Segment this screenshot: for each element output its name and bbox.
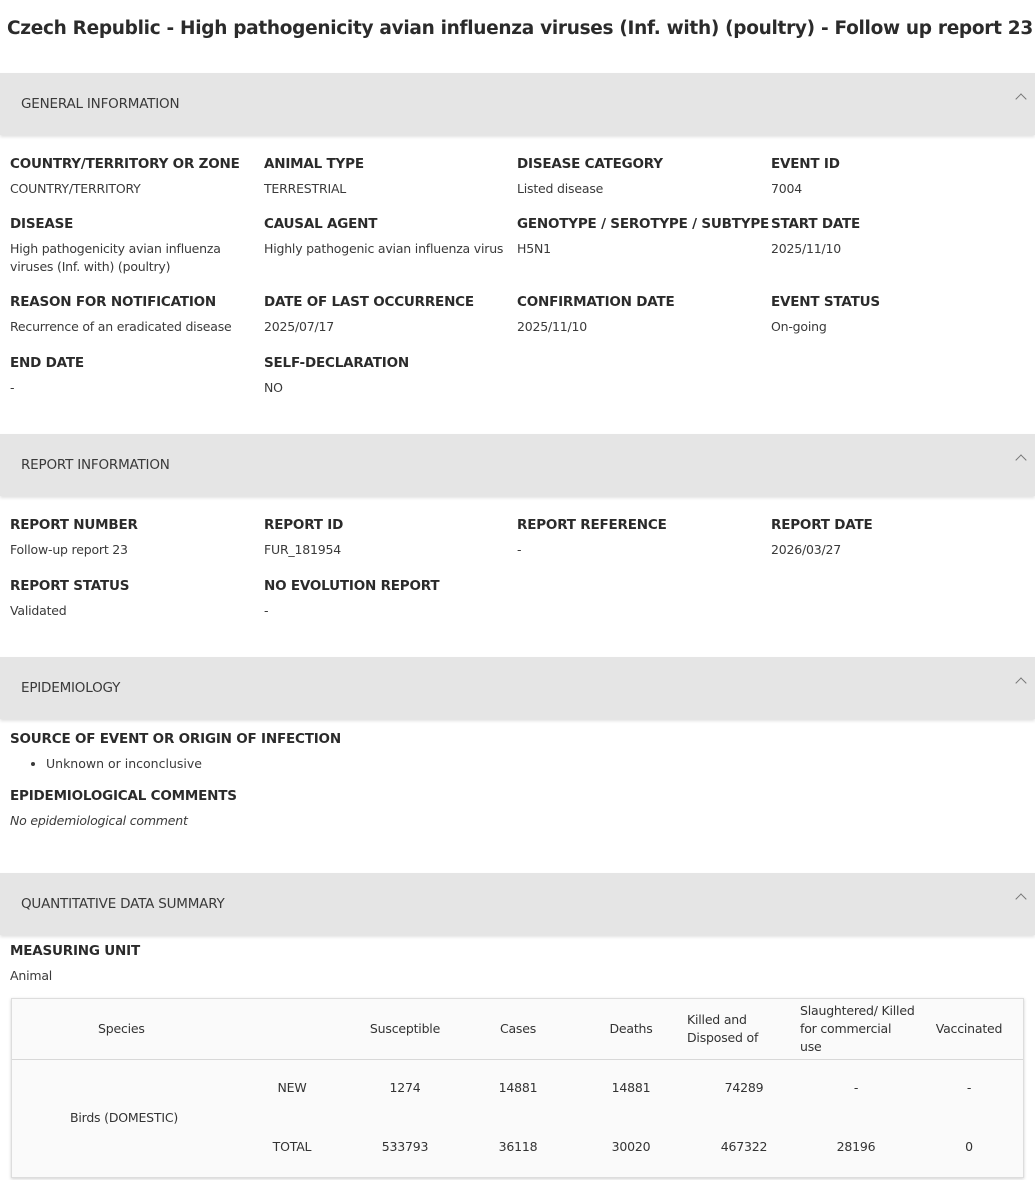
field-label: EVENT STATUS (771, 294, 880, 310)
field-value: - (264, 603, 269, 618)
field-last-occurrence (264, 294, 512, 336)
field-no-evolution (264, 578, 512, 620)
field-value: No epidemiological comment (10, 813, 188, 828)
field-event-status (771, 294, 1019, 336)
field-report-id (264, 517, 512, 559)
cell-new-cases: 14881 (498, 1080, 538, 1095)
field-label: DISEASE (10, 216, 74, 232)
section-header-report[interactable] (0, 434, 1035, 496)
section-title: GENERAL INFORMATION (21, 96, 180, 112)
field-value: Validated (10, 603, 67, 618)
cell-total-deaths: 30020 (611, 1139, 651, 1154)
chevron-up-icon[interactable] (1015, 677, 1026, 688)
section-title: QUANTITATIVE DATA SUMMARY (21, 896, 225, 912)
col-header-vaccinated: Vaccinated (935, 1021, 1003, 1036)
col-header-cases: Cases (499, 1021, 537, 1036)
field-label: REPORT DATE (771, 517, 873, 533)
row-type-new: NEW (277, 1080, 307, 1095)
field-report-status (10, 578, 258, 620)
field-value: Follow-up report 23 (10, 542, 128, 557)
field-value: - (10, 380, 15, 395)
field-event-id (771, 156, 1019, 198)
section-header-quantitative[interactable] (0, 873, 1035, 935)
field-value: COUNTRY/TERRITORY (10, 181, 141, 196)
page-title: Czech Republic - High pathogenicity avian influenza viruses (Inf. with) (poultry) - Follow up report 23 (7, 18, 1033, 39)
field-label: END DATE (10, 355, 84, 371)
field-label: CAUSAL AGENT (264, 216, 378, 232)
field-label: COUNTRY/TERRITORY OR ZONE (10, 156, 240, 172)
field-value: H5N1 (517, 241, 551, 256)
divider (12, 1059, 1023, 1060)
field-value: TERRESTRIAL (264, 181, 347, 196)
list-item: • Unknown or inconclusive (46, 755, 510, 773)
field-value: Listed disease (517, 181, 604, 196)
source-list (10, 755, 510, 773)
field-report-reference (517, 517, 765, 559)
field-value: 2025/07/17 (264, 319, 335, 334)
field-label: EPIDEMIOLOGICAL COMMENTS (10, 788, 237, 804)
field-value: NO (264, 380, 283, 395)
field-causal-agent (264, 216, 512, 258)
section-title: REPORT INFORMATION (21, 457, 170, 473)
field-label: REPORT ID (264, 517, 344, 533)
field-label: CONFIRMATION DATE (517, 294, 675, 310)
col-header-slaughtered: Slaughtered/ Killed for commercial use (800, 1003, 915, 1054)
quantitative-table (11, 998, 1024, 1178)
chevron-up-icon[interactable] (1015, 893, 1026, 904)
field-label: NO EVOLUTION REPORT (264, 578, 440, 594)
field-reason (10, 294, 258, 336)
field-value: 7004 (771, 181, 803, 196)
field-value: Animal (10, 968, 53, 983)
species-cell: Birds (DOMESTIC) (69, 1110, 179, 1125)
field-end-date (10, 355, 258, 397)
field-animal-type (264, 156, 512, 198)
cell-new-vaccinated: - (966, 1080, 972, 1095)
section-title: EPIDEMIOLOGY (21, 680, 121, 696)
field-label: REPORT STATUS (10, 578, 130, 594)
field-value: Recurrence of an eradicated disease (10, 319, 232, 334)
chevron-up-icon[interactable] (1015, 93, 1026, 104)
field-label: MEASURING UNIT (10, 943, 140, 959)
field-disease-category (517, 156, 765, 198)
field-value: FUR_181954 (264, 542, 341, 557)
chevron-up-icon[interactable] (1015, 454, 1026, 465)
cell-total-killed: 467322 (720, 1139, 768, 1154)
field-label: START DATE (771, 216, 861, 232)
field-report-number (10, 517, 258, 559)
cell-total-susceptible: 533793 (381, 1139, 429, 1154)
field-value: 2025/11/10 (517, 319, 588, 334)
field-value: High pathogenicity avian influenza viruses (Inf. with) (poultry) (10, 241, 221, 274)
field-label: REPORT NUMBER (10, 517, 138, 533)
field-value: On-going (771, 319, 827, 334)
field-value: 2026/03/27 (771, 542, 842, 557)
field-label: REASON FOR NOTIFICATION (10, 294, 217, 310)
col-header-susceptible: Susceptible (369, 1021, 441, 1036)
field-genotype (517, 216, 770, 258)
cell-total-vaccinated: 0 (965, 1139, 973, 1154)
col-header-deaths: Deaths (609, 1021, 653, 1036)
cell-new-killed: 74289 (724, 1080, 764, 1095)
cell-new-susceptible: 1274 (389, 1080, 421, 1095)
section-header-general[interactable] (0, 73, 1035, 135)
field-label: ANIMAL TYPE (264, 156, 364, 172)
cell-total-cases: 36118 (498, 1139, 538, 1154)
field-confirmation-date (517, 294, 765, 336)
field-label: GENOTYPE / SEROTYPE / SUBTYPE (517, 216, 770, 232)
field-value: - (517, 542, 522, 557)
field-country (10, 156, 258, 198)
field-self-declaration (264, 355, 512, 397)
cell-new-slaughtered: - (853, 1080, 859, 1095)
field-value: 2025/11/10 (771, 241, 842, 256)
col-header-killed: Killed and Disposed of (687, 1012, 759, 1045)
field-label: DATE OF LAST OCCURRENCE (264, 294, 474, 310)
field-label: SOURCE OF EVENT OR ORIGIN OF INFECTION (10, 731, 341, 747)
field-label: REPORT REFERENCE (517, 517, 667, 533)
field-disease (10, 216, 258, 276)
field-label: DISEASE CATEGORY (517, 156, 663, 172)
col-header-species: Species (98, 1021, 145, 1036)
field-epi-comments (10, 788, 510, 830)
cell-total-slaughtered: 28196 (836, 1139, 876, 1154)
field-measuring-unit (10, 943, 258, 985)
field-value: Highly pathogenic avian influenza virus (264, 241, 504, 256)
field-label: SELF-DECLARATION (264, 355, 409, 371)
field-report-date (771, 517, 1019, 559)
field-start-date (771, 216, 1019, 258)
field-source-of-event (10, 731, 510, 773)
section-header-epidemiology[interactable] (0, 657, 1035, 719)
row-type-total: TOTAL (272, 1139, 312, 1154)
cell-new-deaths: 14881 (611, 1080, 651, 1095)
field-label: EVENT ID (771, 156, 840, 172)
